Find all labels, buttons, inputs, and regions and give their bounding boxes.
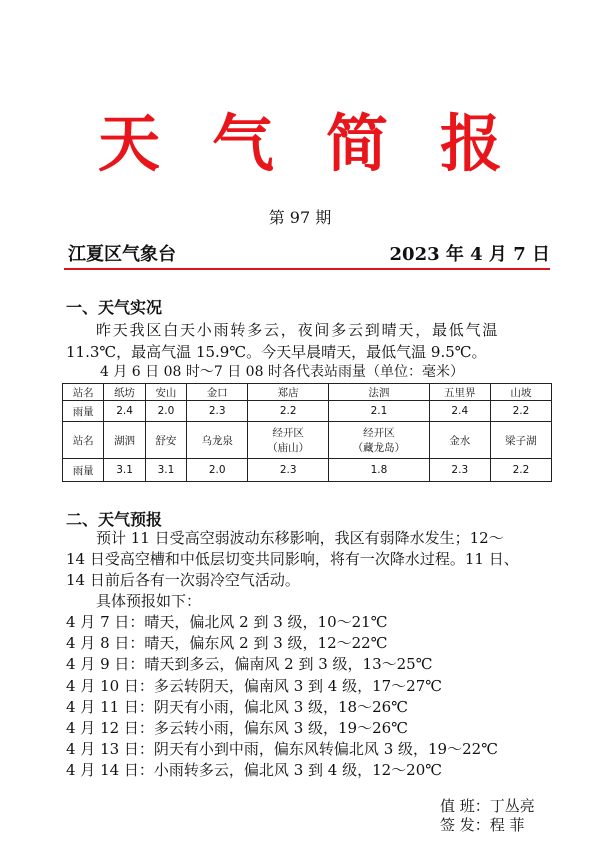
- table-cell: 2.4: [104, 401, 145, 422]
- table-row: [63, 384, 552, 401]
- table-cell: 站名: [63, 384, 104, 401]
- table-cell: 五里界: [429, 384, 490, 401]
- table-cell: 金水: [429, 422, 490, 459]
- section2-line: 预计 11 日受高空弱波动东移影响，我区有弱降水发生；12～: [96, 529, 504, 547]
- table-cell: 湖泗: [104, 422, 145, 459]
- forecast-item: 4 月 12 日：多云转小雨，偏东风 3 级，19～26℃: [66, 719, 408, 737]
- section2-line: 14 日受高空槽和中低层切变共同影响，将有一次降水过程。11 日、: [66, 550, 519, 568]
- forecast-item: 4 月 13 日：阴天有小到中雨，偏东风转偏北风 3 级，19～22℃: [66, 740, 498, 758]
- forecast-item: 4 月 11 日：阴天有小雨，偏北风 3 级，18～26℃: [66, 698, 408, 716]
- table-cell: 2.0: [187, 459, 248, 482]
- table-cell: 3.1: [145, 459, 186, 482]
- table-cell: 雨量: [63, 459, 104, 482]
- table-cell: 经开区 （庙山）: [248, 422, 329, 459]
- table-cell: 安山: [145, 384, 186, 401]
- forecast-item: 4 月 14 日：小雨转多云，偏北风 3 到 4 级，12～20℃: [66, 761, 443, 779]
- table-cell: 2.0: [145, 401, 186, 422]
- table-cell: 2.3: [187, 401, 248, 422]
- table-cell: 梁子湖: [490, 422, 551, 459]
- agency-name: 江夏区气象台: [68, 244, 176, 265]
- table-row: [63, 459, 552, 482]
- table-cell: 2.2: [490, 459, 551, 482]
- forecast-item: 4 月 8 日：晴天，偏东风 2 到 3 级，12～22℃: [66, 634, 388, 652]
- table-cell: 乌龙泉: [187, 422, 248, 459]
- table-cell: 纸坊: [104, 384, 145, 401]
- table-cell: 2.3: [248, 459, 329, 482]
- table-cell: 2.2: [248, 401, 329, 422]
- table-cell: 舒安: [145, 422, 186, 459]
- table-cell: 郑店: [248, 384, 329, 401]
- table-cell: 金口: [187, 384, 248, 401]
- issue-date: 2023 年 4 月 7 日: [389, 244, 550, 265]
- table-row: [63, 401, 552, 422]
- table-cell: 2.4: [429, 401, 490, 422]
- section1-line: 11.3℃，最高气温 15.9℃。今天早晨晴天，最低气温 9.5℃。: [66, 343, 487, 361]
- table-cell: 2.2: [490, 401, 551, 422]
- table-cell: 经开区 （藏龙岛）: [329, 422, 430, 459]
- table-cell: 雨量: [63, 401, 104, 422]
- table-cell: 法泗: [329, 384, 430, 401]
- table-caption: 4 月 6 日 08 时～7 日 08 时各代表站雨量（单位：毫米）: [100, 364, 464, 380]
- forecast-item: 4 月 10 日：多云转阴天，偏南风 3 到 4 级，17～27℃: [66, 677, 443, 695]
- header-rule: [64, 268, 550, 270]
- table-cell: 2.3: [429, 459, 490, 482]
- section1-heading: 一、天气实况: [66, 298, 163, 317]
- table-cell: 2.1: [329, 401, 430, 422]
- table-cell: 3.1: [104, 459, 145, 482]
- table-cell: 1.8: [329, 459, 430, 482]
- forecast-item: 4 月 9 日：晴天到多云，偏南风 2 到 3 级，13～25℃: [66, 655, 433, 673]
- forecast-item: 4 月 7 日：晴天，偏北风 2 到 3 级，10～21℃: [66, 613, 388, 631]
- rainfall-table: [62, 383, 552, 482]
- issue-number: 第 97 期: [268, 208, 332, 227]
- signoff-officer: 签 发：程 菲: [440, 816, 525, 834]
- section2-heading: 二、天气预报: [66, 510, 163, 529]
- section2-line: 14 日前后各有一次弱冷空气活动。: [66, 571, 300, 589]
- bulletin-title: 天气简报: [97, 107, 554, 180]
- section2-line: 具体预报如下：: [96, 592, 202, 610]
- table-cell: 山坡: [490, 384, 551, 401]
- table-row: [63, 422, 552, 459]
- section1-line: 昨天我区白天小雨转多云，夜间多云到晴天，最低气温: [96, 321, 500, 339]
- duty-officer: 值 班：丁丛亮: [440, 797, 535, 815]
- table-cell: 站名: [63, 422, 104, 459]
- header-row: [68, 240, 550, 266]
